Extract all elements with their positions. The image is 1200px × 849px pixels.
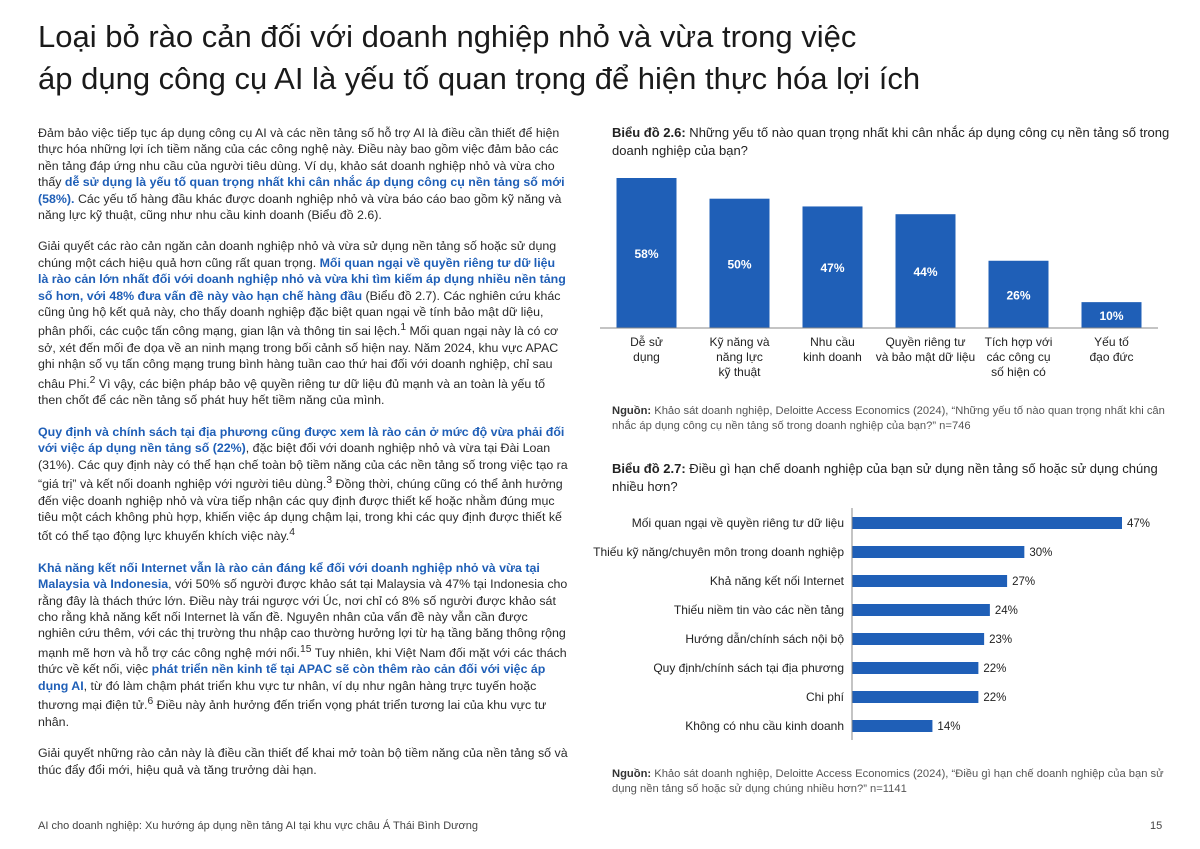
page-number: 15: [1150, 820, 1163, 832]
highlight: dễ sử dụng là yếu tố quan trọng nhất khi cân nhắc áp dụng công cụ nền tảng số mới (58%).: [38, 175, 565, 206]
bar: [852, 662, 978, 674]
figure-2-7-chart: [580, 508, 1170, 748]
footnote-ref: 2: [89, 374, 96, 386]
text: (Biểu đồ 2.7). Các nghiên cứu khác cũng ủng hộ kết quả này, cho thấy doanh nghiệp đặc biệt quan ngại về tính bảo mật dữ liệu, phân phối, các cuộc tấn công mạng, gian lận và thông tin sai lệch.: [38, 288, 561, 339]
data-label: 22%: [983, 692, 1007, 704]
footnote-ref: 3: [326, 474, 333, 486]
category-label: Quyền riêng tư và bảo mật dữ liệu: [875, 335, 976, 364]
figure-caption-text: Điều gì hạn chế doanh nghiệp của bạn sử dụng nền tảng số hoặc sử dụng chúng nhiều hơn?: [612, 461, 1158, 494]
bar: [852, 575, 1007, 587]
bar: [852, 604, 990, 616]
data-label: 14%: [937, 721, 961, 733]
data-label: 26%: [1006, 288, 1031, 303]
category-label: Thiếu niềm tin vào các nền tảng: [673, 603, 844, 617]
figure-2-6-source: [612, 404, 1172, 434]
source-label: Nguồn:: [612, 405, 652, 417]
source-text: Khảo sát doanh nghiệp, Deloitte Access Economics (2024), “Những yếu tố nào quan trọng nhất khi cân nhắc áp dụng công cụ nền tảng số trong doanh nghiệp của bạn?” n=746: [612, 405, 1165, 432]
text: Giải quyết các rào cản ngăn cản doanh nghiệp nhỏ và vừa sử dụng nền tảng số hoặc sử dụng chúng một cách hiệu quả hơn cũng rất quan trọng.: [38, 239, 557, 270]
figure-2-6-caption: [612, 124, 1172, 160]
footer-title: AI cho doanh nghiệp: Xu hướng áp dụng nền tảng AI tại khu vực châu Á Thái Bình Dương: [38, 820, 478, 832]
paragraph-2: [38, 238, 568, 408]
footnote-ref: 4: [289, 527, 295, 539]
text: Đảm bảo việc tiếp tục áp dụng công cụ AI và các nền tảng số hỗ trợ AI là điều cần thiết để hiện thực hóa những lợi ích tiềm năng của các công nghệ này. Điều này bao gồm việc đảm bảo các nền tảng đáp ứng nhu cầu của người tiêu dùng. Ví dụ, khảo sát doanh nghiệp nhỏ và vừa cho thấy: [38, 126, 560, 190]
figure-label: Biểu đồ 2.6:: [612, 125, 686, 140]
category-label: Mối quan ngại về quyền riêng tư dữ liệu: [631, 516, 844, 530]
text: Các yếu tố hàng đầu khác được doanh nghiệp nhỏ và vừa báo cáo bao gồm kỹ năng và năng lực kỹ thuật, cũng như nhu cầu kinh doanh (Biểu đồ 2.6).: [38, 191, 562, 223]
figure-2-7-source: [612, 767, 1172, 797]
bar: [852, 517, 1122, 529]
data-label: 24%: [994, 605, 1018, 617]
category-label: Quy định/chính sách tại địa phương: [653, 661, 844, 675]
source-label: Nguồn:: [612, 768, 652, 780]
category-label: Không có nhu cầu kinh doanh: [685, 719, 844, 733]
highlight: phát triển nền kinh tế tại APAC sẽ còn thêm rào cản đối với việc áp dụng AI: [38, 662, 546, 693]
text: Đồng thời, chúng cũng có thể ảnh hưởng đến việc doanh nghiệp nhỏ và vừa tiếp nhận các quy định được thiết kế hoặc nhằm đúng mục tiêu một cách không phù hợp, khiến việc áp dụng chậm lại, trong khi các quy định được thiết kế tốt có thể tạo động lực khuyến khích việc này.: [38, 477, 563, 544]
category-label: Chi phí: [805, 690, 844, 704]
data-label: 50%: [727, 257, 752, 272]
footnote-ref: 6: [147, 696, 154, 708]
text: , đặc biệt đối với doanh nghiệp nhỏ và vừa tại Đài Loan (31%). Các quy định này có thể hạn chế toàn bộ tiềm năng của các nền tảng số trong việc tạo ra “giá trị” và kết nối doanh nghiệp với người tiêu dùng.: [38, 441, 568, 492]
data-label: 10%: [1099, 309, 1124, 324]
data-label: 23%: [989, 634, 1013, 646]
paragraph-5: Giải quyết những rào cản này là điều cần thiết để khai mở toàn bộ tiềm năng của nền tảng số và thúc đẩy đổi mới, hiệu quả và tăng trưởng dài hạn.: [38, 746, 568, 777]
data-label: 27%: [1012, 576, 1036, 588]
category-label: Hướng dẫn/chính sách nội bộ: [685, 632, 844, 646]
bar: [852, 546, 1024, 558]
category-label: Kỹ năng và năng lực kỹ thuật: [709, 335, 770, 379]
data-label: 47%: [1127, 518, 1151, 530]
highlight: Khả năng kết nối Internet vẫn là rào cản đáng kể đối với doanh nghiệp nhỏ và vừa tại Malaysia và Indonesia: [38, 560, 540, 592]
text: Điều này ảnh hưởng đến triển vọng phát triển tương lai của khu vực tư nhân.: [38, 698, 547, 729]
paragraph-3: [38, 424, 568, 545]
category-label: Khả năng kết nối Internet: [709, 574, 844, 588]
bar: [852, 633, 984, 645]
paragraph-4: [38, 560, 568, 730]
bar: [852, 720, 932, 732]
text: Mối quan ngại này là có cơ sở, xét đến mối đe dọa về an ninh mạng trong bối cảnh số hiện nay. Năm 2024, khu vực APAC ghi nhận số vụ tấn công mạng trung bình hàng tuần cao thứ hai đối với doanh nghiệp, chỉ sau châu Phi.: [38, 324, 559, 391]
text: Tuy nhiên, khi Việt Nam đối mặt với các thách thức về kết nối, việc: [38, 646, 567, 677]
title-line-2: áp dụng công cụ AI là yếu tố quan trọng để hiện thực hóa lợi ích: [38, 61, 921, 96]
category-label: Yếu tố đạo đức: [1089, 335, 1134, 364]
data-label: 58%: [634, 247, 659, 261]
source-text: Khảo sát doanh nghiệp, Deloitte Access Economics (2024), “Điều gì hạn chế doanh nghiệp của bạn sử dụng nền tảng số hoặc sử dụng chúng nhiều hơn?” n=1141: [612, 768, 1164, 795]
category-label: Dễ sử dụng: [630, 335, 663, 364]
figure-label: Biểu đồ 2.7:: [612, 461, 686, 476]
data-label: 30%: [1029, 547, 1053, 559]
figure-2-7-caption: [612, 460, 1172, 496]
category-label: Thiếu kỹ năng/chuyên môn trong doanh nghiệp: [593, 545, 844, 559]
text: , từ đó làm chậm phát triển khu vực tư nhân, ví dụ như ngân hàng trực tuyến hoặc thương mại điện tử.: [38, 678, 537, 713]
title-line-1: Loại bỏ rào cản đối với doanh nghiệp nhỏ và vừa trong việc: [38, 19, 857, 54]
bar: [852, 691, 978, 703]
data-label: 44%: [913, 265, 938, 280]
text: , với 50% số người được khảo sát tại Malaysia và 47% tại Indonesia cho rằng đây là thách thức lớn. Điều này trái ngược với Úc, nơi chỉ có 8% số người được khảo sát cho rằng khả năng kết nối Internet là vấn đề. Nguyên nhân của vấn đề này vẫn cần được nghiên cứu thêm, với các thị trường thu nhập cao thường hưởng lợi từ hạ tầng băng thông rộng mạnh mẽ hơn và hỗ trợ các công nghệ mới nổi.: [38, 577, 568, 660]
paragraph-1: [38, 125, 568, 223]
page-title: [38, 16, 1158, 100]
data-label: 47%: [820, 261, 845, 276]
body-text: [38, 125, 568, 793]
text: Vì vậy, các biện pháp bảo vệ quyền riêng tư dữ liệu đủ mạnh và an toàn là yếu tố then chốt để các nền tảng số phát huy hết tiềm năng của mình.: [38, 376, 546, 408]
footnote-ref: 15: [300, 643, 312, 655]
footnote-ref: 1: [400, 322, 407, 334]
data-label: 22%: [983, 663, 1007, 675]
category-label: Nhu cầu kinh doanh: [803, 335, 862, 364]
highlight: Mối quan ngại về quyền riêng tư dữ liệu là rào cản lớn nhất đối với doanh nghiệp nhỏ và vừa khi tìm kiếm áp dụng nhiều nền tảng số hơn, với 48% đưa vấn đề này vào hạn chế hàng đầu: [38, 255, 566, 303]
category-label: Tích hợp với các công cụ số hiện có: [984, 335, 1053, 379]
highlight: Quy định và chính sách tại địa phương cũng được xem là rào cản ở mức độ vừa phải đối với việc áp dụng nền tảng số (22%): [38, 424, 565, 456]
figure-2-6-chart: [600, 170, 1180, 390]
figure-caption-text: Những yếu tố nào quan trọng nhất khi cân nhắc áp dụng công cụ nền tảng số trong doanh nghiệp của bạn?: [612, 125, 1170, 158]
